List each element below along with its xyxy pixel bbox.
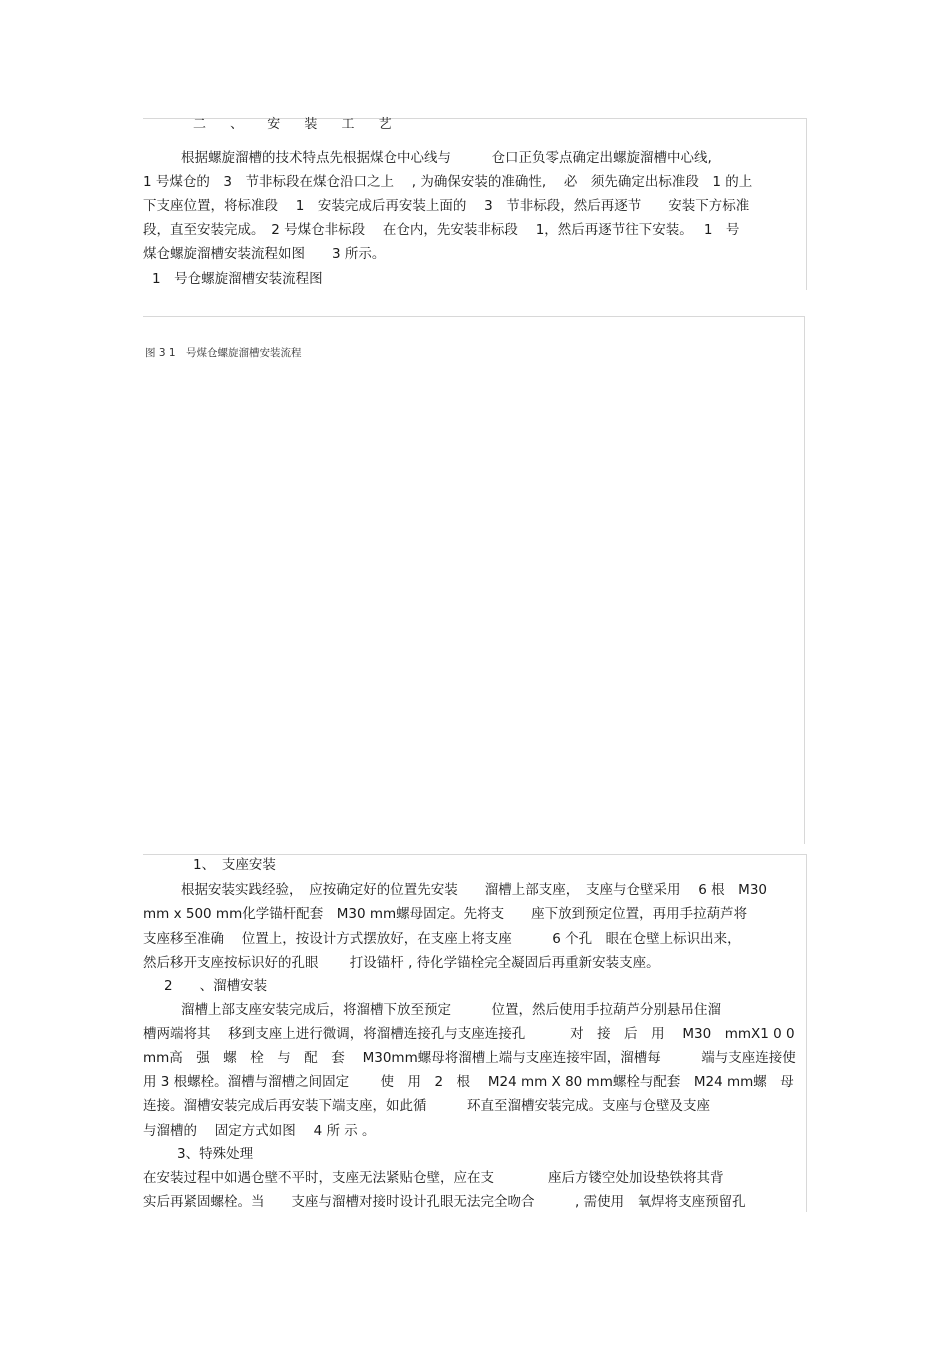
- paragraph-line: 溜槽上部支座安装完成后，将溜槽下放至预定 位置，然后使用手拉葫芦分别悬吊住溜: [181, 1002, 721, 1018]
- box2-top-border: [143, 316, 805, 317]
- box3-right-border: [806, 854, 807, 1212]
- box1-right-border: [806, 118, 807, 290]
- intro-line: 煤仓螺旋溜槽安装流程如图 3 所示。: [143, 246, 386, 262]
- paragraph-line: 在安装过程中如遇仓壁不平时，支座无法紧贴仓壁，应在支 座后方镂空处加设垫铁将其背: [143, 1170, 724, 1186]
- figure-caption: 图 3 1 号煤仓螺旋溜槽安装流程: [145, 347, 302, 359]
- intro-line: 1 号煤仓的 3 节非标段在煤仓沿口之上 , 为确保安装的准确性, 必 须先确定出标准段 1 的上: [143, 174, 753, 190]
- subsection-heading: 2 、溜槽安装: [164, 978, 268, 994]
- intro-line: 段，直至安装完成。 2 号煤仓非标段 在仓内，先安装非标段 1，然后再逐节往下安装。 1 号: [143, 222, 740, 238]
- subsection-heading: 3、特殊处理: [177, 1146, 254, 1162]
- paragraph-line: 用 3 根螺栓。溜槽与溜槽之间固定 使 用 2 根 M24 mm X 80 mm螺栓与配套 M24 mm螺 母: [143, 1074, 794, 1090]
- intro-line: 下支座位置，将标准段 1 安装完成后再安装上面的 3 节非标段，然后再逐节 安装下方标准: [143, 198, 750, 214]
- subsection-heading: 1、 支座安装: [193, 857, 276, 873]
- paragraph-line: 连接。溜槽安装完成后再安装下端支座，如此循 环直至溜槽安装完成。支座与仓壁及支座: [143, 1098, 710, 1114]
- flow-heading: 1 号仓螺旋溜槽安装流程图: [152, 271, 323, 287]
- paragraph-line: 支座移至准确 位置上，按设计方式摆放好，在支座上将支座 6 个孔 眼在仓壁上标识出来，: [143, 931, 741, 947]
- intro-line: 根据螺旋溜槽的技术特点先根据煤仓中心线与 仓口正负零点确定出螺旋溜槽中心线,: [181, 150, 712, 166]
- paragraph-line: 根据安装实践经验， 应按确定好的位置先安装 溜槽上部支座， 支座与仓壁采用 6 根 M30: [181, 882, 767, 898]
- box3-top-border: [143, 854, 807, 855]
- paragraph-line: 实后再紧固螺栓。当 支座与溜槽对接时设计孔眼无法完全吻合 , 需使用 氧焊将支座预留孔: [143, 1194, 746, 1210]
- box2-right-border: [804, 316, 805, 844]
- paragraph-line: mm高 强 螺 栓 与 配 套 M30mm螺母将溜槽上端与支座连接牢固，溜槽每 端与支座连接使: [143, 1050, 796, 1066]
- paragraph-line: mm x 500 mm化学锚杆配套 M30 mm螺母固定。先将支 座下放到预定位置，再用手拉葫芦将: [143, 906, 748, 922]
- paragraph-line: 槽两端将其 移到支座上进行微调，将溜槽连接孔与支座连接孔 对 接 后 用 M30 mmX1 0 0: [143, 1026, 795, 1042]
- paragraph-line: 与溜槽的 固定方式如图 4 所 示 。: [143, 1123, 376, 1139]
- section-title: 二 、 安 装 工 艺: [193, 117, 402, 132]
- paragraph-line: 然后移开支座按标识好的孔眼 打设锚杆 , 待化学锚栓完全凝固后再重新安装支座。: [143, 955, 660, 971]
